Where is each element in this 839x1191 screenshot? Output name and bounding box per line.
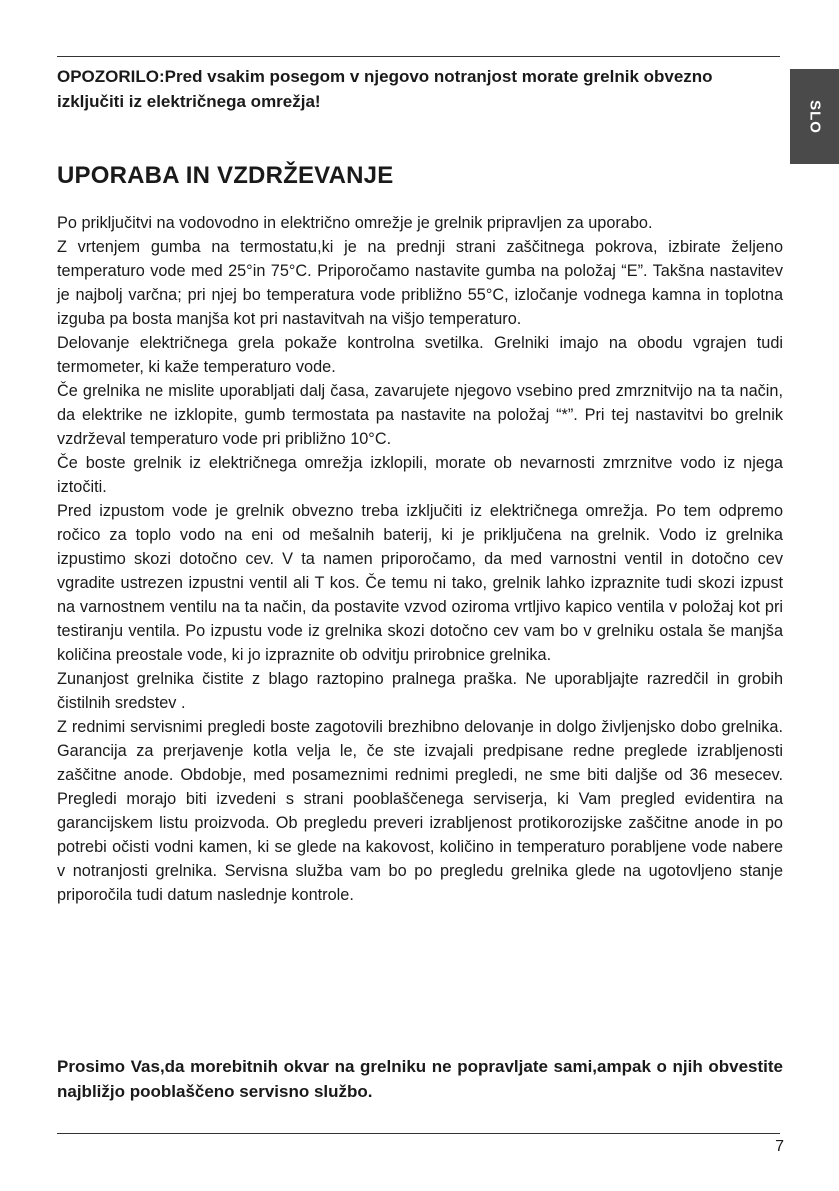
paragraph: Delovanje električnega grela pokaže kontrolna svetilka. Grelniki imajo na obodu vgrajen tudi termometer, ki kaže temperaturo vode.	[57, 334, 783, 376]
warning-notice: OPOZORILO:Pred vsakim posegom v njegovo notranjost morate grelnik obvezno izključiti iz električnega omrežja!	[57, 67, 713, 111]
bottom-divider	[57, 1133, 780, 1134]
body-text	[57, 211, 783, 907]
language-tab-label: SLO	[806, 99, 823, 134]
page-number: 7	[775, 1138, 784, 1155]
paragraph: Pred izpustom vode je grelnik obvezno treba izključiti iz električnega omrežja. Po tem odpremo ročico za toplo vodo na eni od mešalnih baterij, ki je priključena na grelnik. Vodo iz grelnika izpustimo skozi dotočno cev. V ta namen priporočamo, da med varnostni ventil in dotočno cev vgradite ustrezen izpustni ventil ali T kos. Če temu ni tako, grelnik lahko izpraznite tudi skozi izpust na varnostnem ventilu na ta način, da postavite vzvod oziroma vrtljivo kapico ventila v položaj kot pri testiranju ventila. Po izpustu vode iz grelnika skozi dotočno cev vam bo v grelniku ostala še manjša količina preostale vode, ki jo izpraznite ob odvitju prirobnice grelnika.	[57, 502, 783, 664]
paragraph: Če boste grelnik iz električnega omrežja izklopili, morate ob nevarnosti zmrznitve vodo iz njega iztočiti.	[57, 454, 783, 496]
paragraph: Z rednimi servisnimi pregledi boste zagotovili brezhibno delovanje in dolgo življenjsko dobo grelnika. Garancija za prerjavenje kotla velja le, če ste izvajali predpisane redne preglede izrabljenosti zaščitne anode. Obdobje, med posameznimi rednimi pregledi, ne sme biti daljše od 36 mesecev. Pregledi morajo biti izvedeni s strani pooblaščenega serviserja, ki Vam pregled evidentira na garancijskem listu proizvoda. Ob pregledu preveri izrabljenost protikorozijske zaščitne anode in po potrebi očisti vodni kamen, ki se glede na kakovost, količino in temperaturo porabljene vode nabere v notranjosti grelnika. Servisna služba vam bo po pregledu grelnika glede na ugotovljeno stanje priporočila tudi datum naslednje kontrole.	[57, 718, 783, 904]
section-heading: UPORABA IN VZDRŽEVANJE	[57, 162, 394, 189]
paragraph: Po priključitvi na vodovodno in električno omrežje je grelnik pripravljen za uporabo.	[57, 214, 653, 232]
paragraph: Če grelnika ne mislite uporabljati dalj časa, zavarujete njegovo vsebino pred zmrznitvijo na ta način, da elektrike ne izklopite, gumb termostata pa nastavite na položaj “*”. Pri tej nastavitvi bo grelnik vzdrževal temperaturo vode pri približno 10°C.	[57, 382, 783, 448]
closing-notice: Prosimo Vas,da morebitnih okvar na grelniku ne popravljate sami,ampak o njih obvestite najbližjo pooblaščeno servisno službo.	[57, 1057, 783, 1101]
language-tab	[790, 69, 839, 164]
paragraph: Zunanjost grelnika čistite z blago raztopino pralnega praška. Ne uporabljajte razredčil in grobih čistilnih sredstev .	[57, 670, 783, 712]
paragraph: Z vrtenjem gumba na termostatu,ki je na prednji strani zaščitnega pokrova, izbirate željeno temperaturo vode med 25°in 75°C. Priporočamo nastavite gumba na položaj “E”. Takšna nastavitev je najbolj varčna; pri njej bo temperatura vode približno 55°C, izločanje vodnega kamna in toplotna izguba pa bosta manjša kot pri nastavitvah na višjo temperaturo.	[57, 238, 783, 328]
top-divider	[57, 56, 780, 57]
